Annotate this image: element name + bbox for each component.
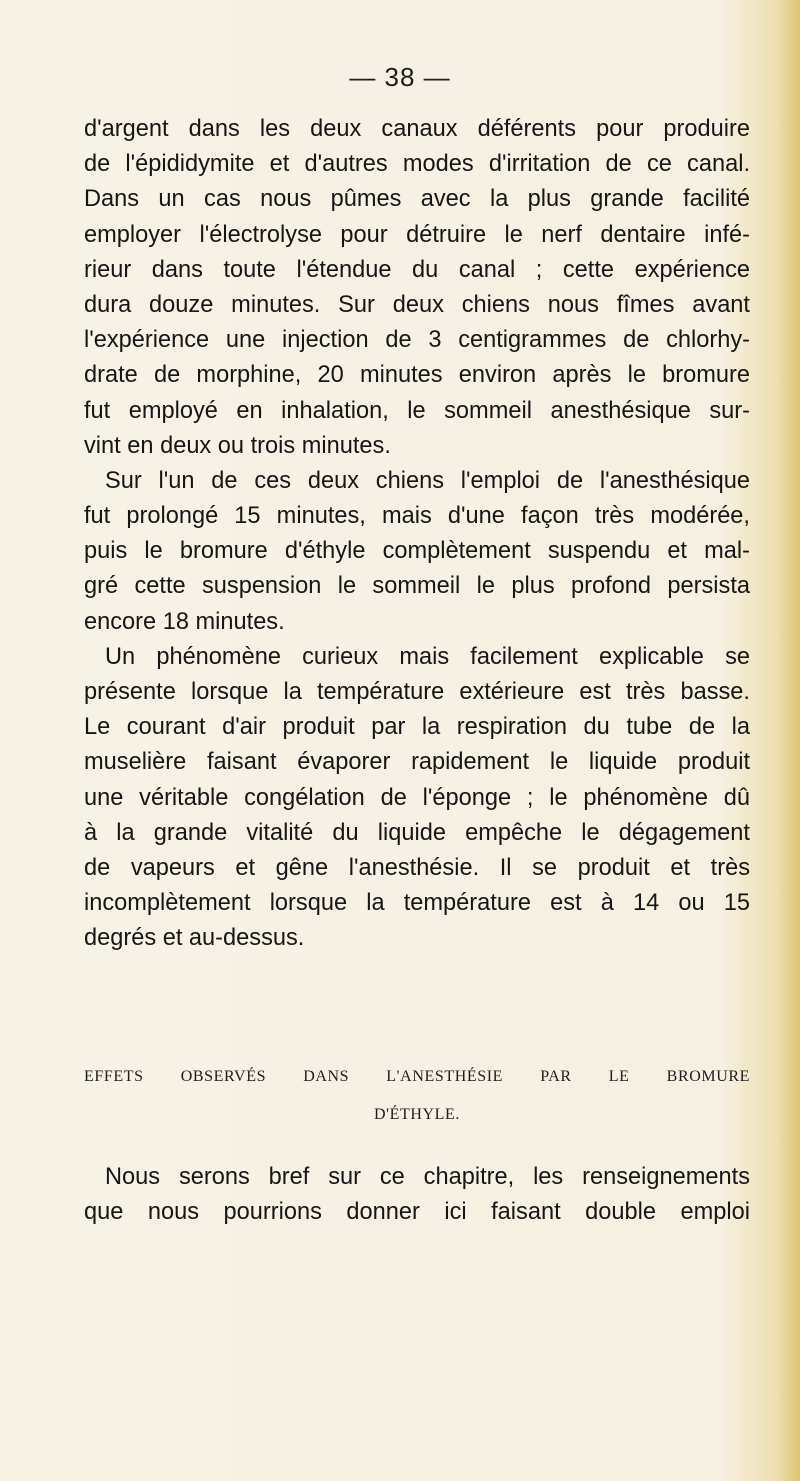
text-line: présente lorsque la température extérieure est très basse. [84, 679, 750, 705]
text-line: incomplètement lorsque la température est à 14 ou 15 [84, 890, 750, 917]
text-line: degrés et au-dessus. [84, 925, 305, 952]
text-line: employer l'électrolyse pour détruire le nerf dentaire infé- [84, 221, 750, 248]
page-edge-discoloration [778, 0, 800, 1481]
text-line: Sur l'un de ces deux chiens l'emploi de l'anesthésique [105, 467, 750, 494]
text-line: muselière faisant évaporer rapidement le liquide produit [84, 749, 750, 776]
body-text [84, 112, 750, 957]
text-line: dura douze minutes. Sur deux chiens nous fîmes avant [84, 291, 750, 318]
section-heading: EFFETS OBSERVÉS DANS L'ANESTHÉSIE PAR LE BROMURE [84, 1068, 750, 1085]
text-line: que nous pourrions donner ici faisant double emploi [84, 1199, 750, 1226]
text-line: Dans un cas nous pûmes avec la plus grande facilité [84, 186, 750, 213]
text-line: Nous serons bref sur ce chapitre, les renseignements [105, 1164, 750, 1190]
text-line: une véritable congélation de l'éponge ; le phénomène dû [84, 784, 750, 811]
text-line: fut prolongé 15 minutes, mais d'une façon très modérée, [84, 503, 750, 530]
body-text-final [84, 1160, 750, 1230]
text-line: puis le bromure d'éthyle complètement suspendu et mal- [84, 538, 750, 565]
page-number: — 38 — [349, 62, 451, 92]
text-line: à la grande vitalité du liquide empêche le dégagement [84, 819, 750, 846]
text-line: d'argent dans les deux canaux déférents pour produire [84, 116, 750, 142]
text-line: encore 18 minutes. [84, 608, 285, 635]
text-line: vint en deux ou trois minutes. [84, 432, 391, 459]
text-line: rieur dans toute l'étendue du canal ; cette expérience [84, 256, 750, 283]
section-heading-continued: D'ÉTHYLE. [373, 1106, 461, 1123]
text-line: de vapeurs et gêne l'anesthésie. Il se produit et très [84, 854, 750, 881]
text-line: gré cette suspension le sommeil le plus profond persista [84, 573, 750, 600]
text-line: drate de morphine, 20 minutes environ après le bromure [84, 362, 750, 389]
text-line: Le courant d'air produit par la respiration du tube de la [84, 714, 750, 741]
text-line: l'expérience une injection de 3 centigrammes de chlorhy- [84, 327, 750, 354]
text-line: Un phénomène curieux mais facilement explicable se [105, 643, 750, 670]
text-line: fut employé en inhalation, le sommeil anesthésique sur- [84, 397, 750, 424]
text-line: de l'épididymite et d'autres modes d'irritation de ce canal. [84, 151, 750, 178]
